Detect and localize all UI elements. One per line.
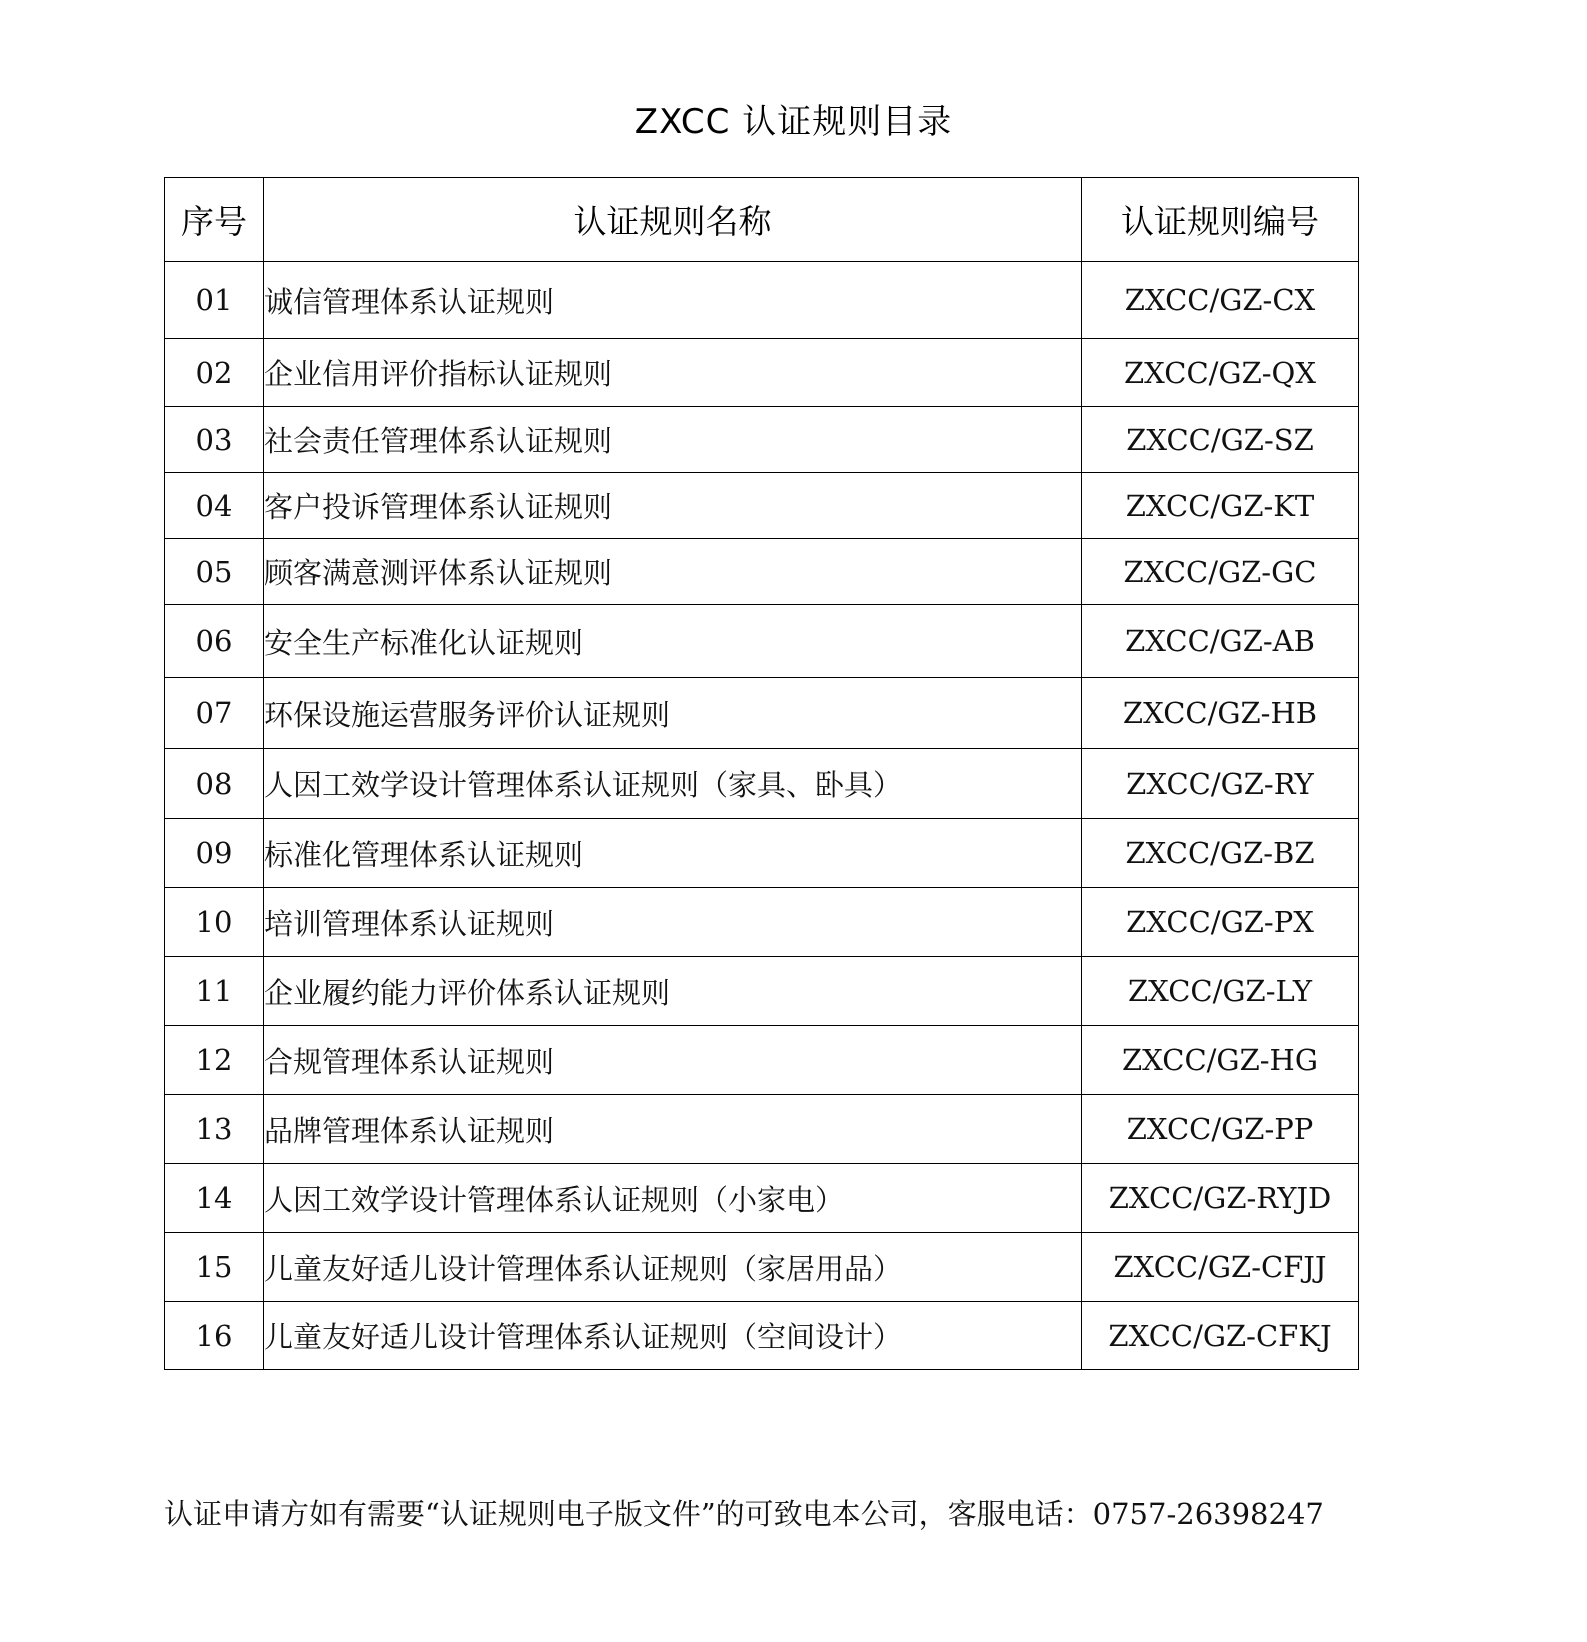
rule-name: 环保设施运营服务评价认证规则 — [264, 678, 1082, 749]
table-row — [165, 678, 1359, 749]
rule-code: ZXCC/GZ-BZ — [1082, 819, 1359, 888]
rule-code: ZXCC/GZ-CX — [1082, 262, 1359, 339]
row-num: 16 — [165, 1302, 264, 1370]
table-row — [165, 605, 1359, 678]
table-row — [165, 1233, 1359, 1302]
row-num: 12 — [165, 1026, 264, 1095]
rule-code: ZXCC/GZ-SZ — [1082, 407, 1359, 473]
rules-table — [164, 177, 1359, 1370]
row-num: 04 — [165, 473, 264, 539]
row-num: 01 — [165, 262, 264, 339]
rule-code: ZXCC/GZ-PP — [1082, 1095, 1359, 1164]
rule-name: 合规管理体系认证规则 — [264, 1026, 1082, 1095]
row-num: 05 — [165, 539, 264, 605]
rule-code: ZXCC/GZ-PX — [1082, 888, 1359, 957]
rule-code: ZXCC/GZ-KT — [1082, 473, 1359, 539]
table-row — [165, 888, 1359, 957]
rule-code: ZXCC/GZ-RY — [1082, 749, 1359, 819]
table-row — [165, 1302, 1359, 1370]
rule-name: 人因工效学设计管理体系认证规则（家具、卧具） — [264, 749, 1082, 819]
table-row — [165, 539, 1359, 605]
table-row — [165, 819, 1359, 888]
row-num: 15 — [165, 1233, 264, 1302]
rule-name: 儿童友好适儿设计管理体系认证规则（空间设计） — [264, 1302, 1082, 1370]
table-row — [165, 749, 1359, 819]
rule-name: 诚信管理体系认证规则 — [264, 262, 1082, 339]
table-header-row — [165, 178, 1359, 262]
row-num: 13 — [165, 1095, 264, 1164]
row-num: 03 — [165, 407, 264, 473]
rule-code: ZXCC/GZ-LY — [1082, 957, 1359, 1026]
row-num: 09 — [165, 819, 264, 888]
rule-code: ZXCC/GZ-RYJD — [1082, 1164, 1359, 1233]
header-num: 序号 — [165, 178, 264, 262]
rule-code: ZXCC/GZ-HB — [1082, 678, 1359, 749]
rule-name: 人因工效学设计管理体系认证规则（小家电） — [264, 1164, 1082, 1233]
rule-name: 标准化管理体系认证规则 — [264, 819, 1082, 888]
rule-name: 儿童友好适儿设计管理体系认证规则（家居用品） — [264, 1233, 1082, 1302]
table-row — [165, 473, 1359, 539]
rule-name: 企业履约能力评价体系认证规则 — [264, 957, 1082, 1026]
row-num: 08 — [165, 749, 264, 819]
row-num: 07 — [165, 678, 264, 749]
rule-code: ZXCC/GZ-CFKJ — [1082, 1302, 1359, 1370]
table-row — [165, 262, 1359, 339]
rule-name: 顾客满意测评体系认证规则 — [264, 539, 1082, 605]
contact-footnote: 认证申请方如有需要“认证规则电子版文件”的可致电本公司，客服电话：0757-26398247 — [164, 1497, 1324, 1531]
row-num: 02 — [165, 339, 264, 407]
header-name: 认证规则名称 — [264, 178, 1082, 262]
rule-code: ZXCC/GZ-CFJJ — [1082, 1233, 1359, 1302]
row-num: 06 — [165, 605, 264, 678]
table-row — [165, 407, 1359, 473]
rule-name: 品牌管理体系认证规则 — [264, 1095, 1082, 1164]
rule-name: 安全生产标准化认证规则 — [264, 605, 1082, 678]
rule-code: ZXCC/GZ-QX — [1082, 339, 1359, 407]
table-row — [165, 1095, 1359, 1164]
rule-name: 培训管理体系认证规则 — [264, 888, 1082, 957]
header-code: 认证规则编号 — [1082, 178, 1359, 262]
rule-code: ZXCC/GZ-HG — [1082, 1026, 1359, 1095]
rule-code: ZXCC/GZ-AB — [1082, 605, 1359, 678]
page-title: ZXCC 认证规则目录 — [634, 102, 953, 142]
rule-name: 社会责任管理体系认证规则 — [264, 407, 1082, 473]
table-row — [165, 1164, 1359, 1233]
table-row — [165, 339, 1359, 407]
rule-code: ZXCC/GZ-GC — [1082, 539, 1359, 605]
row-num: 11 — [165, 957, 264, 1026]
rule-name: 企业信用评价指标认证规则 — [264, 339, 1082, 407]
rule-name: 客户投诉管理体系认证规则 — [264, 473, 1082, 539]
table-row — [165, 1026, 1359, 1095]
table-row — [165, 957, 1359, 1026]
row-num: 10 — [165, 888, 264, 957]
row-num: 14 — [165, 1164, 264, 1233]
